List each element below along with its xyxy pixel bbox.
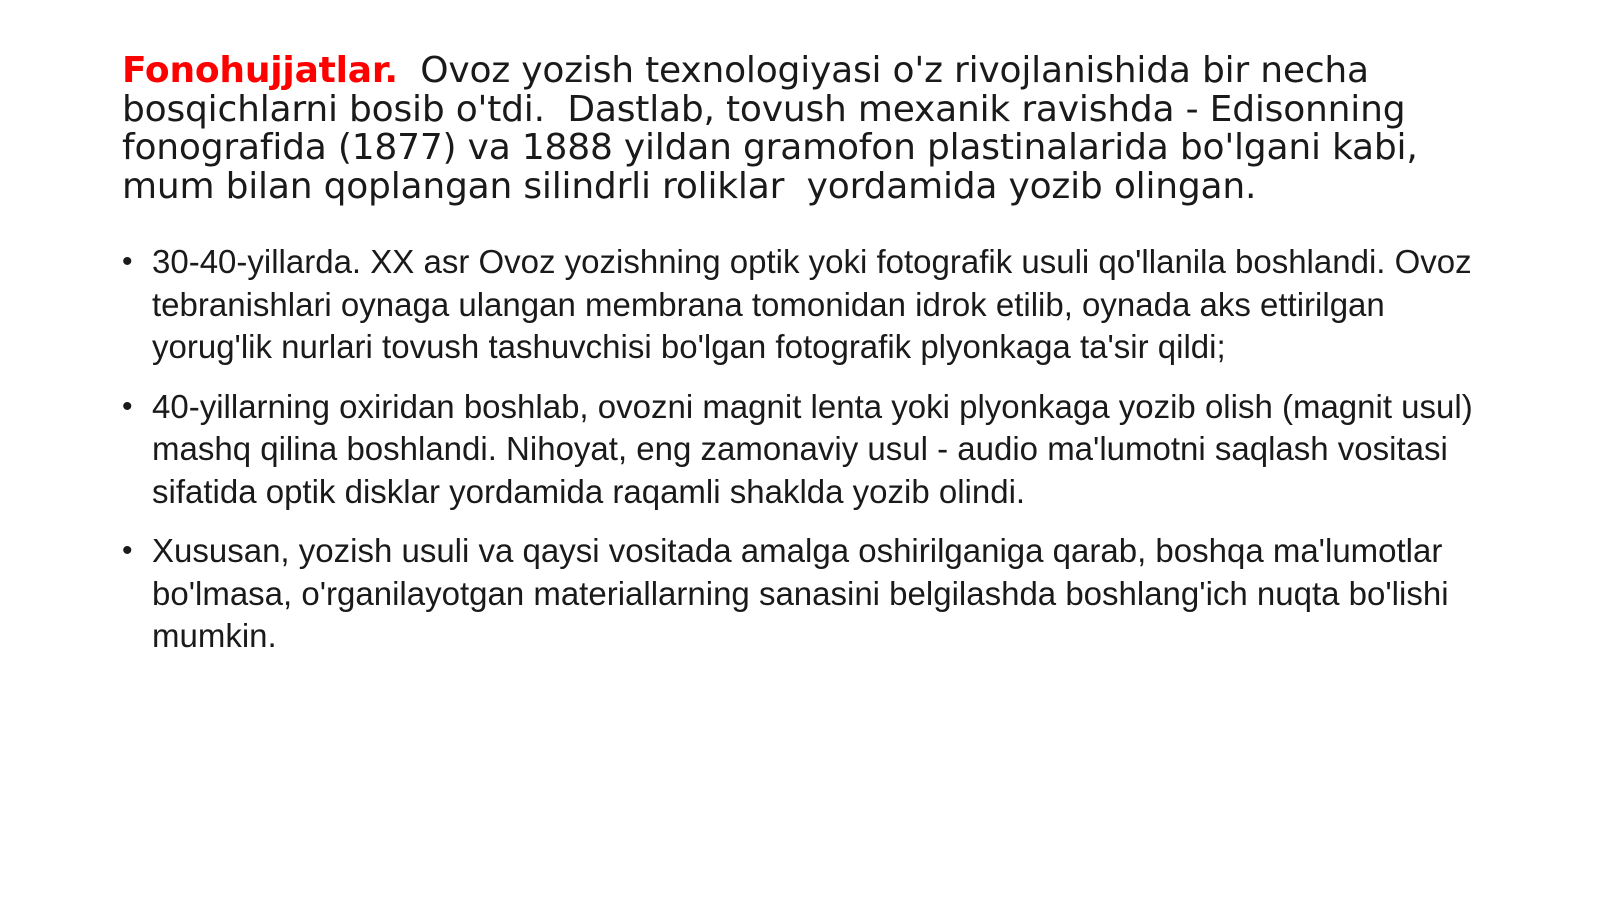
bullet-icon: • [122,245,133,278]
title-text: Ovoz yozish texnologiyasi o'z rivojlanishida bir necha bosqichlarni bosib o'tdi. Dastlab, tovush mexanik ravishda - Edisonning fonografida (1877) va 1888 yildan gramofon plastinalarida bo'lgani kabi, mum bilan qoplangan silindrli roliklar yordamida yozib olingan. [122,50,1429,207]
bullet-text: Xususan, yozish usuli va qaysi vositada amalga oshirilganiga qarab, boshqa ma'lumotlar bo'lmasa, o'rganilayotgan materiallarning sanasini belgilashda boshlang'ich nuqta bo'lishi mumkin. [152,532,1449,654]
bullet-item-1 [122,241,1482,369]
bullet-text: 30-40-yillarda. XX asr Ovoz yozishning optik yoki fotografik usuli qo'llanila boshlandi. Ovoz tebranishlari oynaga ulangan membrana tomonidan idrok etilib, oynada aks ettirilgan yorug'lik nurlari tovush tashuvchisi bo'lgan fotografik plyonkaga ta'sir qildi; [152,243,1472,365]
bullet-text: 40-yillarning oxiridan boshlab, ovozni magnit lenta yoki plyonkaga yozib olish (magnit usul) mashq qilina boshlandi. Nihoyat, eng zamonaviy usul - audio ma'lumotni saqlash vositasi sifatida optik disklar yordamida raqamli shaklda yozib olindi. [152,387,1473,510]
bullet-item-3 [122,530,1482,658]
bullet-icon: • [122,389,133,423]
bullet-list [122,241,1482,675]
title-lead: Fonohujjatlar. [122,50,398,91]
bullet-item-2 [122,386,1482,514]
slide-title [122,52,1502,206]
bullet-icon: • [122,534,133,567]
